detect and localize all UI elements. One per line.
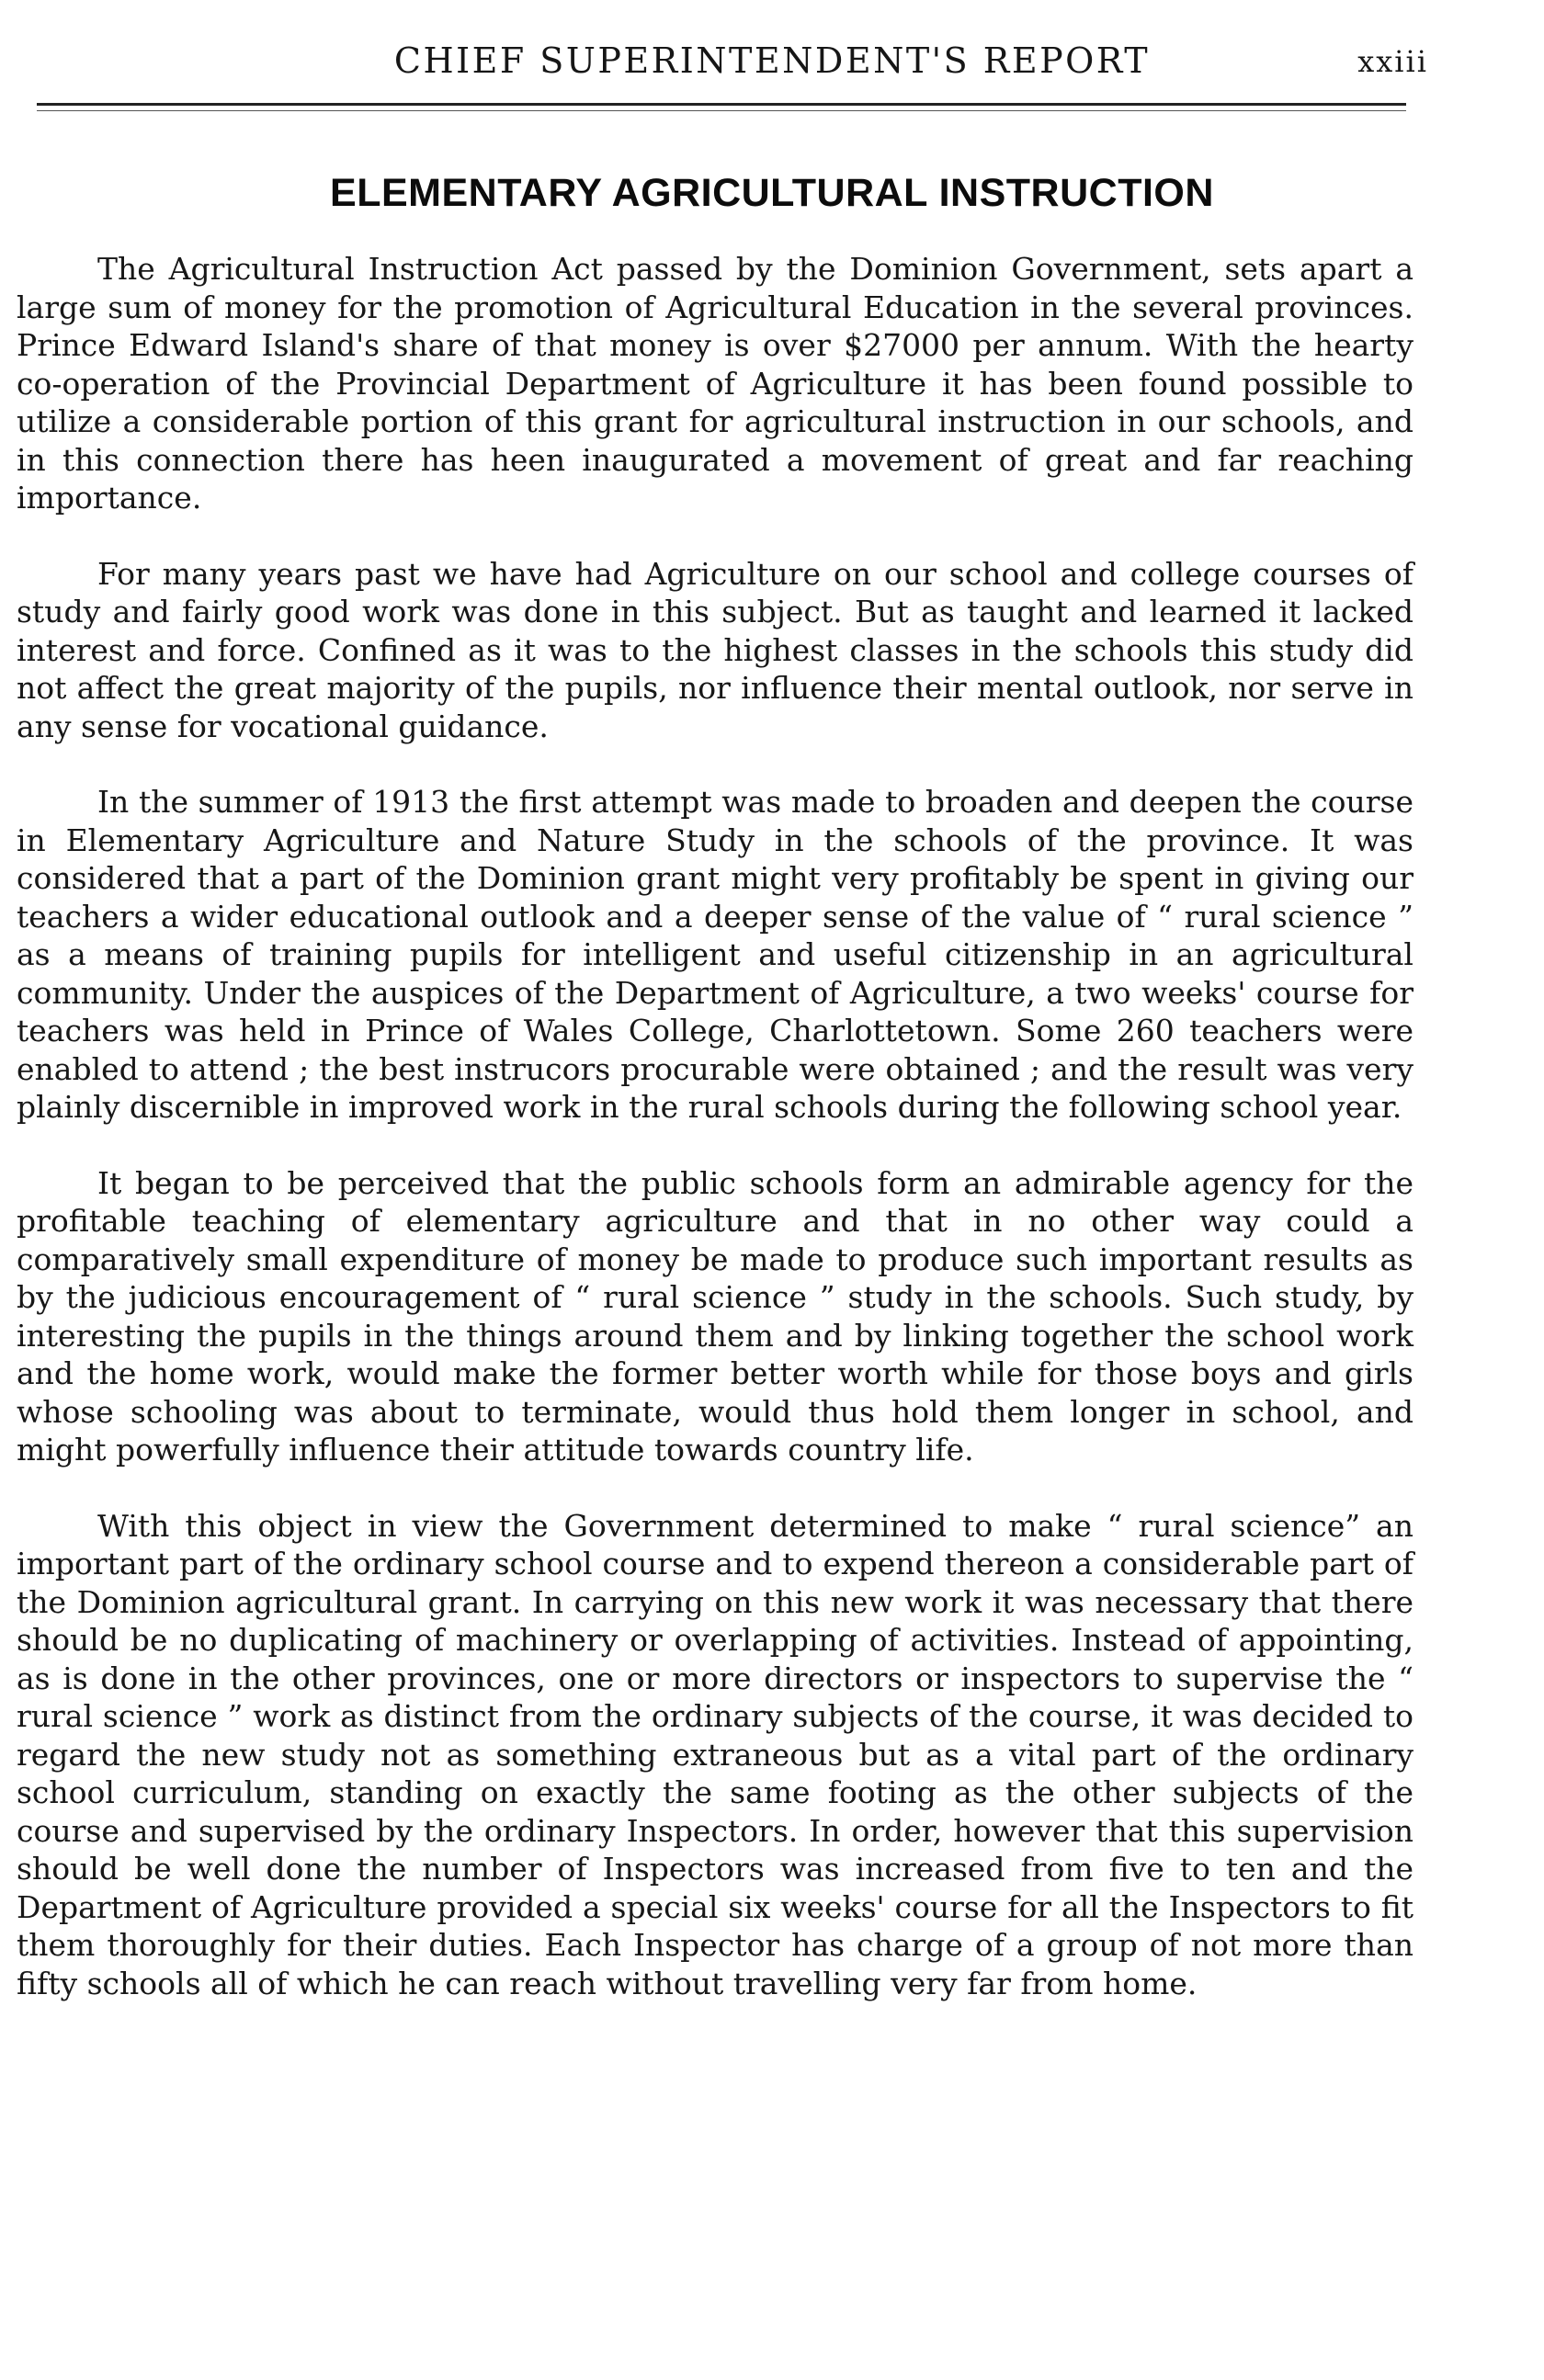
body-text <box>17 250 1413 2040</box>
page-number: xxiii <box>1357 44 1428 79</box>
header-rule-thin <box>37 110 1406 111</box>
running-header <box>0 40 1544 86</box>
paragraph-1: The Agricultural Instruction Act passed by the Dominion Government, sets apart a large sum of money for the promotion of Agricultural Education in the several provinces. Prince Edward Island's share of that money is over $27000 per annum. With the hearty co-operation of the Provincial Department of Agriculture it has been found possible to utilize a considerable portion of this grant for agricultural instruction in our schools, and in this connection there has heen inaugurated a movement of great and far reaching importance. <box>17 251 1413 516</box>
header-rule <box>37 103 1406 106</box>
paragraph-4: It began to be perceived that the public schools form an admirable agency for the profitable teaching of elementary agriculture and that in no other way could a comparatively small expenditure of money be made to produce such important results as by the judicious encouragement of “ rural science ” study in the schools. Such study, by interesting the pupils in the things around them and by linking together the school work and the home work, would make the former better worth while for those boys and girls whose schooling was about to terminate, would thus hold them longer in school, and might powerfully influence their attitude towards country life. <box>17 1164 1413 1468</box>
section-title: ELEMENTARY AGRICULTURAL INSTRUCTION <box>330 171 1214 215</box>
paragraph-3: In the summer of 1913 the first attempt was made to broaden and deepen the course in Elementary Agriculture and Nature Study in the schools of the province. It was considered that a part of the Dominion grant might very profitably be spent in giving our teachers a wider educational outlook and a deeper sense of the value of “ rural science ” as a means of training pupils for intelligent and useful citizenship in an agricultural community. Under the auspices of the Department of Agriculture, a two weeks' course for teachers was held in Prince of Wales College, Charlottetown. Some 260 teachers were enabled to attend ; the best instrucors procurable were obtained ; and the result was very plainly discernible in improved work in the rural schools during the following school year. <box>17 784 1413 1125</box>
running-title: CHIEF SUPERINTENDENT'S REPORT <box>393 40 1151 81</box>
paragraph-5: With this object in view the Government determined to make “ rural science” an important part of the ordinary school course and to expend thereon a considerable part of the Dominion agricultural grant. In carrying on this new work it was necessary that there should be no duplicating of machinery or overlapping of activities. Instead of appointing, as is done in the other provinces, one or more directors or inspectors to supervise the “ rural science ” work as distinct from the ordinary subjects of the course, it was decided to regard the new study not as something extraneous but as a vital part of the ordinary school curriculum, standing on exactly the same footing as the other subjects of the course and supervised by the ordinary Inspectors. In order, however that this supervision should be well done the number of Inspectors was increased from five to ten and the Department of Agriculture provided a special six weeks' course for all the Inspectors to fit them thoroughly for their duties. Each Inspector has charge of a group of not more than fifty schools all of which he can reach without travelling very far from home. <box>17 1507 1413 2001</box>
paragraph-2: For many years past we have had Agriculture on our school and college courses of study and fairly good work was done in this subject. But as taught and learned it lacked interest and force. Confined as it was to the highest classes in the schools this study did not affect the great majority of the pupils, nor influence their mental outlook, nor serve in any sense for vocational guidance. <box>17 555 1413 744</box>
